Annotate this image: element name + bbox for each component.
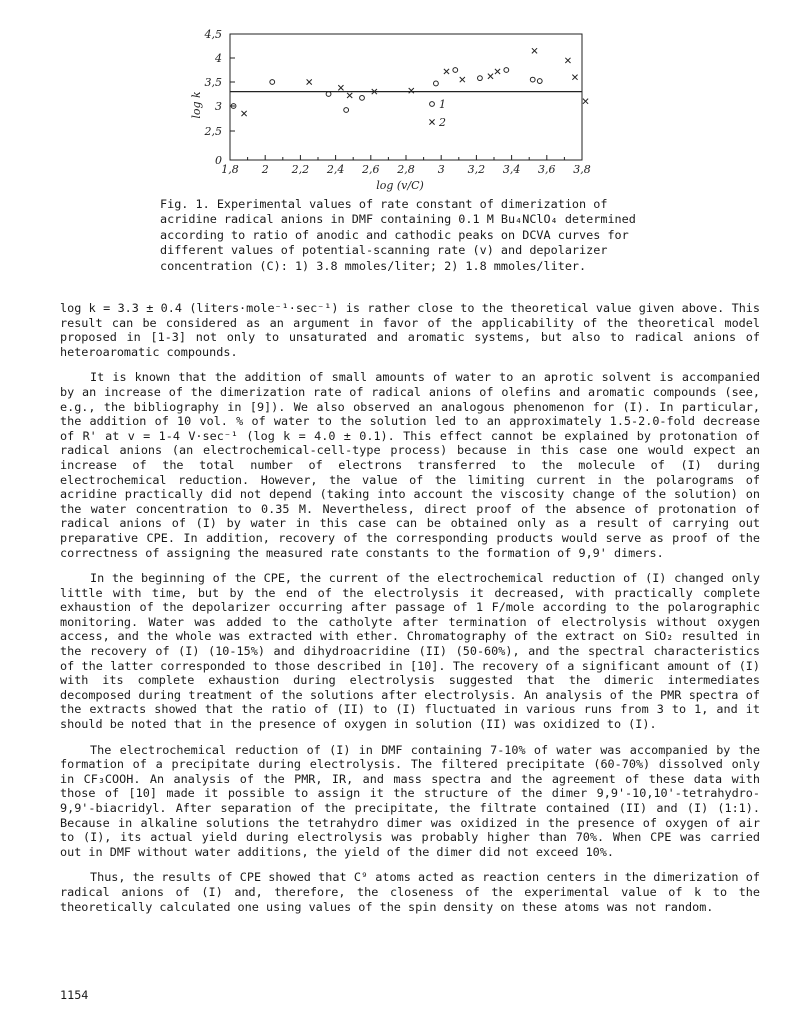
data-point-circle bbox=[530, 77, 535, 82]
x-tick-label: 1,8 bbox=[221, 163, 239, 176]
x-tick-label: 2,8 bbox=[397, 163, 415, 176]
data-point-circle bbox=[453, 68, 458, 73]
data-point-cross bbox=[338, 85, 343, 90]
data-point-cross bbox=[495, 69, 500, 74]
paragraph: The electrochemical reduction of (I) in DMF containing 7-10% of water was accompanied by the formation of a precipitate during electrolysis. The filtered precipitate (60-70%) dissolved only in CF₃COOH. An analysis of the PMR, IR, and mass spectra and the agreement of these data with those of [10] made it possible to assign it the structure of the dimer 9,9'-10,10'-tetrahydro-9,9'-biacridyl. After separation of the precipitate, the filtrate contained (II) and (I) (1:1). Because in alkaline solutions the tetrahydro dimer was oxidized in the presence of oxygen of air to (I), its actual yield during electrolysis was probably higher than 70%. When CPE was carried out in DMF without water additions, the yield of the dimer did not exceed 10%. bbox=[60, 742, 760, 859]
x-tick-label: 3 bbox=[437, 163, 445, 176]
page-number: 1154 bbox=[60, 988, 89, 1002]
figure-caption: Fig. 1. Experimental values of rate constant of dimerization of acridine radical anions in DMF containing 0.1 M Bu₄NClO₄ determined according to ratio of anodic and cathodic peaks on DCVA curves for different values of potential-scanning rate (v) and depolarizer concentration (C): 1) 3.8 mmoles/liter; 2) 1.8 mmoles/liter. bbox=[160, 197, 636, 273]
x-tick-label: 2 bbox=[261, 163, 269, 176]
figure-1-chart bbox=[190, 0, 610, 196]
x-tick-label: 2,2 bbox=[291, 163, 310, 176]
data-point-cross bbox=[307, 79, 312, 84]
data-point-cross bbox=[460, 77, 465, 82]
data-point-circle bbox=[434, 81, 439, 86]
x-tick-label: 2,6 bbox=[362, 163, 380, 176]
data-point-cross bbox=[409, 88, 414, 93]
x-tick-label: 2,4 bbox=[326, 163, 345, 176]
data-point-cross bbox=[572, 75, 577, 80]
x-tick-label: 3,2 bbox=[467, 163, 486, 176]
chart-marks bbox=[231, 48, 588, 116]
data-point-cross bbox=[347, 93, 352, 98]
chart-ylabel: log k bbox=[190, 91, 203, 119]
paragraph: In the beginning of the CPE, the current of the electrochemical reduction of (I) changed only little with time, but by the end of the electrolysis it decreased, with practically complete exhaustion of the depolarizer occurring after passage of 1 F/mole according to the polarographic monitoring. Water was added to the catholyte after termination of electrolysis without oxygen access, and the whole was extracted with ether. Chromatography of the extract on SiO₂ resulted in the recovery of (I) (10-15%) and dihydroacridine (II) (50-60%), and the spectral characteristics of the latter corresponded to those described in [10]. The recovery of a significant amount of (I) with its complete exhaustion during electrolysis suggested that the dimeric intermediates decomposed during treatment of the solutions after electrolysis. An analysis of the PMR spectra of the extracts showed that the ratio of (II) to (I) fluctuated in various runs from 3 to 1, and it should be noted that in the presence of oxygen in solution (II) was oxidized to (I). bbox=[60, 571, 760, 732]
data-point-circle bbox=[270, 80, 275, 85]
data-point-circle bbox=[344, 108, 349, 113]
y-tick-label: 0 bbox=[215, 154, 222, 167]
data-point-circle bbox=[478, 76, 483, 81]
x-tick-label: 3,4 bbox=[502, 163, 521, 176]
plot-frame bbox=[230, 34, 582, 160]
data-point-cross bbox=[583, 99, 588, 104]
data-point-cross bbox=[241, 111, 246, 116]
legend-label: 1 bbox=[439, 98, 446, 111]
chart-legend bbox=[429, 98, 446, 129]
y-tick-label: 4,5 bbox=[204, 28, 222, 41]
y-tick-label: 3 bbox=[215, 100, 222, 113]
y-tick-label: 2,5 bbox=[204, 125, 222, 138]
data-point-circle bbox=[360, 95, 365, 100]
data-point-cross bbox=[429, 119, 434, 124]
data-point-circle bbox=[326, 92, 331, 97]
data-point-circle bbox=[504, 68, 509, 73]
legend-label: 2 bbox=[439, 116, 446, 129]
data-point-circle bbox=[430, 102, 435, 107]
data-point-circle bbox=[537, 79, 542, 84]
x-tick-label: 3,6 bbox=[538, 163, 556, 176]
chart-axes bbox=[230, 34, 582, 160]
paragraph: Thus, the results of CPE showed that C⁹ atoms acted as reaction centers in the dimerization of radical anions of (I) and, therefore, the closeness of the experimental value of k to the theoretically calculated one using values of the spin density on these atoms was not random. bbox=[60, 870, 760, 914]
chart-ticks bbox=[204, 28, 591, 176]
chart-xlabel: log (v/C) bbox=[376, 179, 424, 192]
data-point-cross bbox=[532, 48, 537, 53]
data-point-cross bbox=[488, 74, 493, 79]
article-body bbox=[60, 301, 760, 925]
data-point-cross bbox=[565, 58, 570, 63]
paragraph: It is known that the addition of small amounts of water to an aprotic solvent is accompanied by an increase of the dimerization rate of radical anions of olefins and aromatic compounds (see, e.g., the bibliography in [9]). We also observed an analogous phenomenon for (I). In particular, the addition of 10 vol. % of water to the solution led to an approximately 1.5-2.0-fold decrease of R' at v = 1-4 V·sec⁻¹ (log k = 4.0 ± 0.1). This effect cannot be explained by protonation of radical anions (an electrochemical-cell-type process) because in this case one would expect an increase of the total number of electrons transferred to the molecule of (I) during electrochemical reduction. However, the value of the limiting current in the polarograms of acridine practically did not depend (taking into account the viscosity change of the solution) on the water concentration to 0.35 M. Nevertheless, direct proof of the absence of protonation of radical anions of (I) by water in this case can be obtained only as a result of carrying out preparative CPE. In addition, recovery of the corresponding products would serve as proof of the correctness of assigning the measured rate constants to the formation of 9,9' dimers. bbox=[60, 370, 760, 560]
y-tick-label: 4 bbox=[215, 52, 222, 65]
y-tick-label: 3,5 bbox=[204, 76, 222, 89]
data-point-cross bbox=[444, 69, 449, 74]
x-tick-label: 3,8 bbox=[573, 163, 591, 176]
paragraph: log k = 3.3 ± 0.4 (liters·mole⁻¹·sec⁻¹) is rather close to the theoretical value given above. This result can be considered as an argument in favor of the applicability of the theoretical model proposed in [1-3] not only to unsaturated and aromatic systems, but also to radical anions of heteroaromatic compounds. bbox=[60, 301, 760, 359]
